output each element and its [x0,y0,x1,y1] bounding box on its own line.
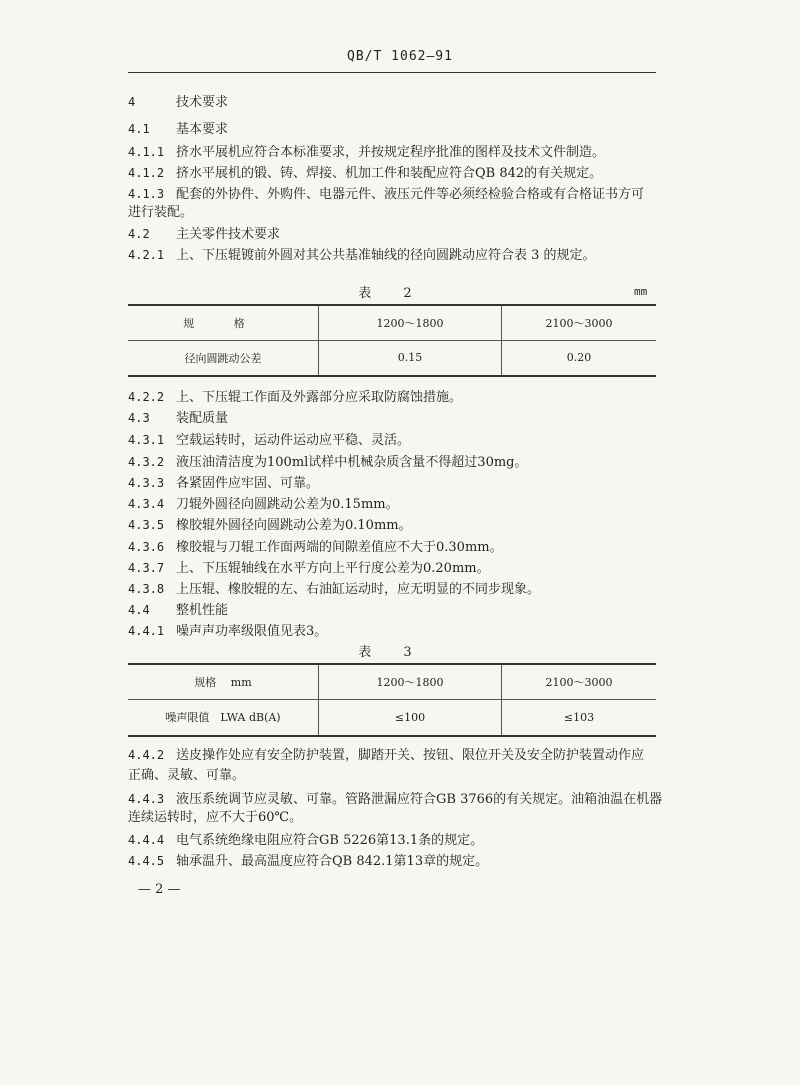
clause-4-1-1 [128,143,668,162]
section-4-4 [128,601,668,620]
clause-4-3-3 [128,474,668,493]
clause-text: 橡胶辊与刀辊工作面两端的间隙差值应不大于0.30mm。 [176,540,503,555]
header-rule [128,72,656,73]
section-number: 4.2 [128,227,150,241]
clause-text: 上压辊、橡胶辊的左、右油缸运动时，应无明显的不同步现象。 [176,582,541,597]
clause-text: 液压油清洁度为100ml试样中机械杂质含量不得超过30mg。 [176,455,528,470]
clause-number: 4.1.3 [128,187,165,201]
clause-number: 4.2.2 [128,390,165,404]
table-cell: 2100～3000 [502,305,657,340]
section-number: 4 [128,95,136,109]
clause-number: 4.4.3 [128,792,165,806]
page-number: — 2 — [138,882,181,897]
clause-text: 噪声声功率级限值见表3。 [176,624,328,639]
clause-number: 4.1.2 [128,166,165,180]
clause-number: 4.3.6 [128,540,165,554]
table-cell: 2100～3000 [502,664,657,699]
clause-number: 4.3.3 [128,476,165,490]
clause-text: 液压系统调节应灵敏、可靠。管路泄漏应符合GB 3766的有关规定。油箱油温在机器 [176,792,663,807]
clause-4-3-2 [128,453,668,472]
clause-text: 上、下压辊工作面及外露部分应采取防腐蚀措施。 [176,390,463,405]
clause-text: 轴承温升、最高温度应符合QB 842.1第13章的规定。 [176,854,489,869]
table-cell: 0.15 [319,340,502,376]
clause-number: 4.4.5 [128,854,165,868]
section-4-3 [128,409,668,428]
section-number: 4.3 [128,411,150,425]
clause-4-1-2 [128,164,668,183]
table-3-caption: 表 3 [358,645,426,660]
section-number: 4.4 [128,603,150,617]
clause-number: 4.3.4 [128,497,165,511]
section-number: 4.1 [128,122,150,136]
document-code-header: QB/T 1062—91 [347,49,453,64]
clause-text: 各紧固件应牢固、可靠。 [176,476,320,491]
clause-4-1-3 [128,185,668,204]
clause-4-4-3 [128,790,668,809]
clause-number: 4.3.8 [128,582,165,596]
table-cell: ≤100 [319,699,502,736]
table-header-row [128,664,656,699]
table-cell: 噪声限值 LWA dB(A) [128,699,319,736]
clause-number: 4.4.4 [128,833,165,847]
section-title: 基本要求 [176,122,229,137]
table-header-row [128,305,656,340]
clause-text: 挤水平展机的锻、铸、焊接、机加工件和装配应符合QB 842的有关规定。 [176,166,603,181]
table-2-caption: 表 2 [358,286,426,301]
table-cell: 规格 mm [128,664,319,699]
table-cell: 1200～1800 [319,305,502,340]
clause-text: 配套的外协件、外购件、电器元件、液压元件等必须经检验合格或有合格证书方可 [176,187,645,202]
table-cell: 0.20 [502,340,657,376]
clause-text: 刀辊外圆径向圆跳动公差为0.15mm。 [176,497,399,512]
section-4-2 [128,225,668,244]
clause-text: 空载运转时，运动件运动应平稳、灵活。 [176,433,411,448]
table-2 [128,304,656,377]
clause-number: 4.4.1 [128,624,165,638]
clause-4-4-3-continued: 连续运转时，应不大于60℃。 [128,810,303,825]
clause-4-3-1 [128,431,668,450]
table-cell: ≤103 [502,699,657,736]
clause-text: 上、下压辊轴线在水平方向上平行度公差为0.20mm。 [176,561,490,576]
clause-4-4-2 [128,746,668,765]
clause-4-4-2-continued: 正确、灵敏、可靠。 [128,768,246,783]
clause-text: 电气系统绝缘电阻应符合GB 5226第13.1条的规定。 [176,833,484,848]
clause-4-3-8 [128,580,668,599]
clause-text: 挤水平展机应符合本标准要求，并按规定程序批准的图样及技术文件制造。 [176,145,606,160]
clause-4-2-1 [128,246,668,265]
clause-4-3-6 [128,538,668,557]
section-title: 主关零件技术要求 [176,227,281,242]
clause-4-3-4 [128,495,668,514]
clause-4-3-5 [128,516,668,535]
clause-4-4-1 [128,622,668,641]
table-row [128,699,656,736]
clause-number: 4.3.5 [128,518,165,532]
table-row [128,340,656,376]
clause-number: 4.3.7 [128,561,165,575]
clause-text: 橡胶辊外圆径向圆跳动公差为0.10mm。 [176,518,412,533]
clause-number: 4.1.1 [128,145,165,159]
clause-number: 4.2.1 [128,248,165,262]
table-3 [128,663,656,737]
clause-text: 上、下压辊镀前外圆对其公共基准轴线的径向圆跳动应符合表 3 的规定。 [176,248,596,263]
section-title: 整机性能 [176,603,229,618]
clause-4-4-4 [128,831,668,850]
clause-number: 4.3.2 [128,455,165,469]
table-2-unit: mm [634,285,648,298]
clause-number: 4.4.2 [128,748,165,762]
clause-4-1-3-continued: 进行装配。 [128,205,194,220]
clause-text: 送皮操作处应有安全防护装置，脚踏开关、按钮、限位开关及安全防护装置动作应 [176,748,645,763]
clause-4-4-5 [128,852,668,871]
table-cell: 1200～1800 [319,664,502,699]
table-cell: 径向圆跳动公差 [128,340,319,376]
section-4-1 [128,120,668,139]
section-title: 技术要求 [176,95,229,110]
section-title: 装配质量 [176,411,229,426]
table-cell: 规 格 [128,305,319,340]
section-4-heading [128,93,668,112]
clause-number: 4.3.1 [128,433,165,447]
clause-4-2-2 [128,388,668,407]
clause-4-3-7 [128,559,668,578]
